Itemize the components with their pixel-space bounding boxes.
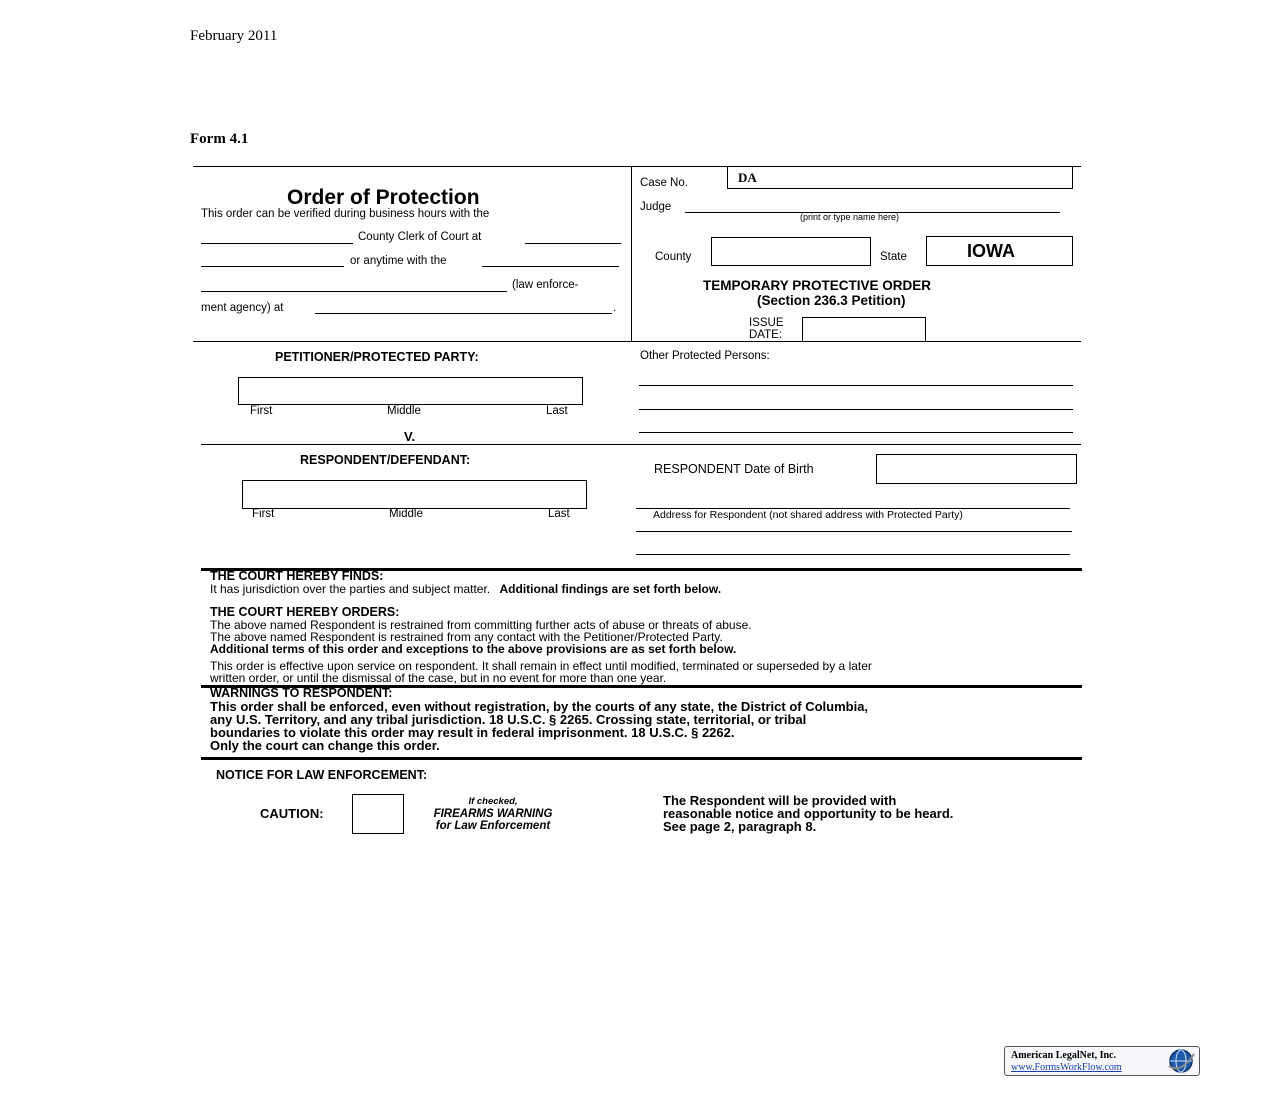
state-label: State <box>880 251 907 263</box>
notice-provided <box>663 794 953 833</box>
agency-end: . <box>613 302 617 314</box>
order-section: (Section 236.3 Petition) <box>757 293 906 308</box>
form-number: Form 4.1 <box>190 131 249 147</box>
county-field[interactable] <box>711 237 871 266</box>
respondent-address-label: Address for Respondent (not shared address with Protected Party) <box>653 509 963 521</box>
if-checked-label: If checked, <box>468 796 518 807</box>
county-label: County <box>655 251 692 263</box>
respondent-name-field[interactable] <box>242 480 587 509</box>
respondent-first-label: First <box>252 508 275 520</box>
petitioner-first-label: First <box>250 405 273 417</box>
respondent-dob-label: RESPONDENT Date of Birth <box>654 462 814 476</box>
warnings-line-2: any U.S. Territory, and any tribal jurisdiction. 18 U.S.C. § 2265. Crossing state, territorial, or tribal <box>210 712 807 727</box>
findings-additional: Additional findings are set forth below. <box>499 582 722 596</box>
state-value: IOWA <box>967 241 1015 261</box>
agency-phone-blank[interactable] <box>315 313 612 314</box>
other-protected-line-2[interactable] <box>639 409 1073 410</box>
case-no-value: DA <box>738 170 757 185</box>
notice-provided-1: The Respondent will be provided with <box>663 793 897 808</box>
footer-logo[interactable] <box>1004 1046 1200 1076</box>
versus-label: V. <box>404 429 416 444</box>
petitioner-heading: PETITIONER/PROTECTED PARTY: <box>275 350 479 364</box>
issue-date-label <box>749 317 784 341</box>
for-law-enforcement-label: for Law Enforcement <box>435 820 551 832</box>
footer-company: American LegalNet, Inc. <box>1011 1050 1116 1061</box>
law-enforcement-label: (law enforce- <box>512 279 579 291</box>
orders-line-3: Additional terms of this order and exceptions to the above provisions are as set forth below. <box>210 642 737 656</box>
orders-line-2: The above named Respondent is restrained from any contact with the Petitioner/Protected Party. <box>210 630 723 644</box>
firearms-checkbox[interactable] <box>352 794 404 834</box>
warnings-heading: WARNINGS TO RESPONDENT: <box>210 686 393 700</box>
thick-rule-3 <box>201 757 1082 760</box>
firearms-warning-label: FIREARMS WARNING <box>433 808 553 820</box>
other-protected-line-1[interactable] <box>639 385 1073 386</box>
state-field[interactable] <box>926 236 1073 266</box>
anytime-label: or anytime with the <box>350 255 447 267</box>
case-no-label: Case No. <box>640 177 688 189</box>
firearms-note <box>410 796 576 832</box>
issue-label-1: ISSUE <box>749 317 784 329</box>
order-type: TEMPORARY PROTECTIVE ORDER <box>703 278 932 293</box>
issue-label-2: DATE: <box>749 329 783 341</box>
judge-hint: (print or type name here) <box>800 212 900 222</box>
notice-provided-3: See page 2, paragraph 8. <box>663 819 817 834</box>
county-clerk-label: County Clerk of Court at <box>358 231 482 243</box>
address-line-1[interactable] <box>636 531 1072 532</box>
warnings-line-1: This order shall be enforced, even without registration, by the courts of any state, the District of Columbia, <box>210 699 869 714</box>
top-divider <box>631 166 632 341</box>
respondent-middle-label: Middle <box>389 508 423 520</box>
petitioner-last-label: Last <box>546 405 568 417</box>
clerk-phone-blank[interactable] <box>525 243 621 244</box>
page-date: February 2011 <box>190 28 278 44</box>
county-blank[interactable] <box>201 243 353 244</box>
section-divider-1 <box>193 341 1081 342</box>
clerk-phone-blank-2[interactable] <box>201 266 344 267</box>
orders-line-1: The above named Respondent is restrained from committing further acts of abuse or threats of abuse. <box>210 618 752 632</box>
notice-heading: NOTICE FOR LAW ENFORCEMENT: <box>216 768 428 782</box>
effective-line-2: written order, or until the dismissal of the case, but in no event for more than one year. <box>210 671 667 685</box>
footer-url[interactable]: www.FormsWorkFlow.com <box>1011 1062 1122 1073</box>
other-protected-label: Other Protected Persons: <box>640 350 770 362</box>
petitioner-middle-label: Middle <box>387 405 421 417</box>
other-protected-line-3[interactable] <box>639 432 1073 433</box>
order-title: Order of Protection <box>287 186 480 209</box>
issue-date-field[interactable] <box>802 317 926 342</box>
law-agency-blank-2[interactable] <box>201 291 507 292</box>
verify-line: This order can be verified during business hours with the <box>201 208 490 220</box>
agency-label: ment agency) at <box>201 302 284 314</box>
findings-heading: THE COURT HEREBY FINDS: <box>210 569 384 583</box>
findings-text <box>210 583 721 596</box>
globe-icon <box>1167 1048 1195 1074</box>
respondent-last-label: Last <box>548 508 570 520</box>
address-line-2[interactable] <box>636 554 1070 555</box>
orders-heading: THE COURT HEREBY ORDERS: <box>210 605 400 619</box>
caution-label: CAUTION: <box>260 806 324 821</box>
respondent-heading: RESPONDENT/DEFENDANT: <box>300 453 471 467</box>
judge-label: Judge <box>640 201 672 213</box>
findings-jurisdiction: It has jurisdiction over the parties and subject matter. <box>210 582 491 596</box>
section-divider-2 <box>201 444 1081 445</box>
case-no-field[interactable] <box>727 166 1073 189</box>
warnings-line-3: boundaries to violate this order may result in federal imprisonment. 18 U.S.C. § 2262. <box>210 725 735 740</box>
respondent-dob-field[interactable] <box>876 454 1077 484</box>
petitioner-name-field[interactable] <box>238 377 583 405</box>
notice-provided-2: reasonable notice and opportunity to be heard. <box>663 806 954 821</box>
warnings-line-4: Only the court can change this order. <box>210 738 440 753</box>
law-agency-blank[interactable] <box>482 266 619 267</box>
effective-line-1: This order is effective upon service on respondent. It shall remain in effect until modified, terminated or superseded by a later <box>210 659 872 673</box>
